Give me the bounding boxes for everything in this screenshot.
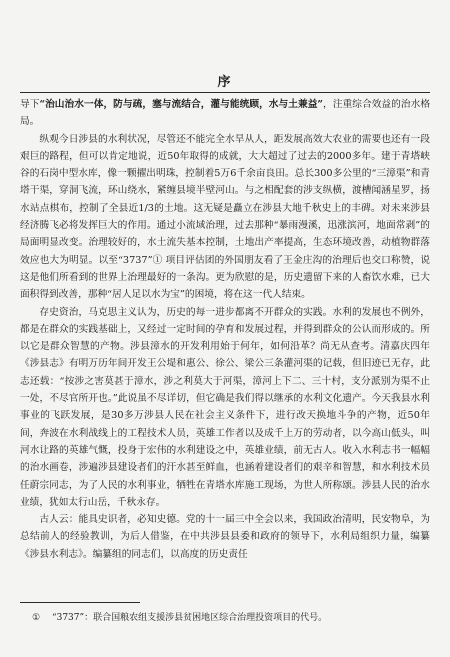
paragraph-tail: ，注重综合效益的治水格局。 xyxy=(20,99,431,128)
paragraph-compilation: 古人云：能具史识者，必知史德。党的十一届三中全会以来，我国政治清明，民安物阜，为总结前人的经验教训，为后人借鉴，在中共涉县县委和政府的领导下，水利局组织力量，编纂《涉县水利志》。编纂组的同志们，以高度的历史责任 xyxy=(20,514,430,560)
footnote-divider xyxy=(20,602,140,603)
paragraph-lead: 导下 xyxy=(20,99,40,110)
paragraph-emphasis: “治山治水一体，防与疏，塞与流结合，灌与能统顾，水与土兼益” xyxy=(39,99,324,110)
footnote-marker: ① xyxy=(32,613,41,623)
paragraph-continuation xyxy=(20,96,430,131)
header-divider xyxy=(20,92,430,93)
paragraph-irrigation-status: 纵观今日涉县的水利状况，尽管还不能完全水旱从人，距发展高效大农业的需要也还有一段艰巨的路程，但可以肯定地说，近50年取得的成就，大大超过了过去的2000多年。建于青塔峡谷的石岗中型水库，像一颗擢出明珠，控制着5万6千余亩良田。总长300多公里的“三漳渠”和青塔干渠，穿洞飞流，环山绕水，紧缠县境半壁河山。与之相配套的涉支纵横，渡槽闻涵星罗，扬水站点棋布，控制了全县近1/3的土地。这无疑是矗立在涉县大地千秋史上的丰碑。对未来涉县经济腾飞必将发挥巨大的作用。通过小流域治理，过去那种“暴雨漫溪，迅涨滨河，地面常剥”的局面明显改变。治理较好的，水土流失基本控制，土地出产率提高，生态环境改善，动植物群落效应也大为明显。以至“3737”① 项目评估团的外国朋友看了王金庄沟的治理后也交口称赞，说这是他们所看到的世界上治理最好的一条沟。更为欣慰的是，历史遗留下来的人畜饮水难，已大面积得到改善，那种“居人足以水为宝”的困境，将在这一代人结束。 xyxy=(20,133,430,301)
footnote-text: “3737”：联合国粮农组支援涉县贫困地区综合治理投资项目的代号。 xyxy=(52,613,328,623)
page-header-title: 序 xyxy=(217,75,233,90)
paragraph-history: 存史资治，马克思主义认为，历史的每一进步都离不开群众的实践。水利的发展也不例外，都是在群众的实践基础上，又经过一定时间的孕育和发展过程，并得到群众的公认而形成的。所以它是群众智慧的产物。涉县漳水的开发利用始于何年，如何沿革？尚无从查考。清嘉庆四年《涉县志》有明万历年间开发王公堤和惠公、徐公、梁公三条灌河渠的记载，但旧迹已无存，此志还载：“按涉之害莫甚于漳水，涉之利莫大于河渠，漳河上下二、三十村，支分派别为渠不止一处，不尽官所开也。”此说虽不尽详切，但它确是我们得以继承的水利文化遗产。今天我县水利事业的飞跃发展，是30多万涉县人民在社会主义条件下，进行改天换地斗争的产物，近50年间，奔波在水利战线上的工程技术人员，英雄工作者以及成千上万的劳动者，以今高山低头，叫河水让路的英雄气慨，投身于宏伟的水利建设之中，英雄业绩，前无古人。收入水利志书一幅幅的治水画卷，涉遍涉县建设者们的汗水甚至鲜血，也涵着建设者们的艰辛和智慧，和水利技术员任蔚宗同志，为了人民的水利事业，牺牲在青塔水库施工现场，为世人所称颂。涉县人民的治水业绩，犹如太行山岳，千秋永存。 xyxy=(20,306,430,508)
body-text xyxy=(20,96,430,563)
footnote xyxy=(32,612,432,625)
